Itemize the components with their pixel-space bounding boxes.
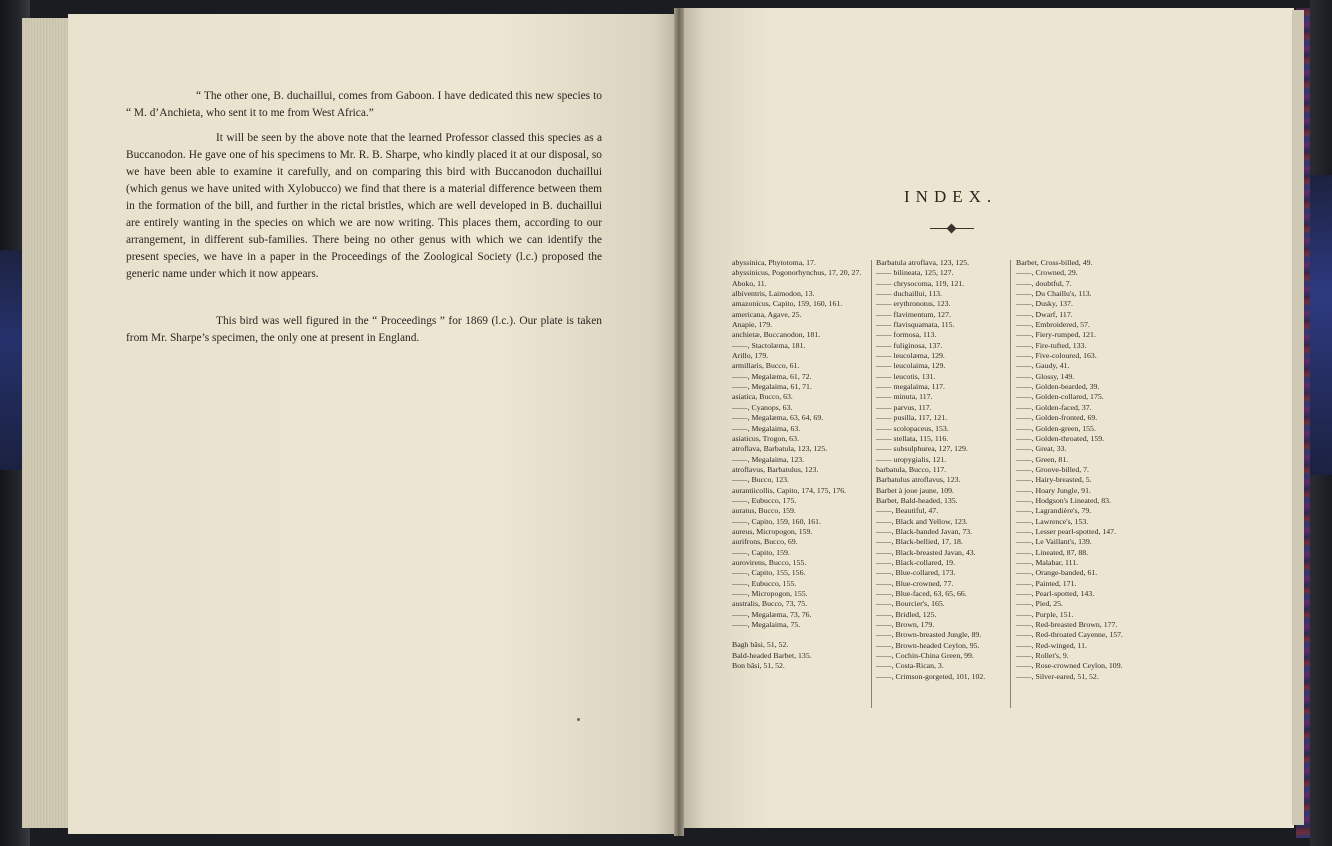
index-entry: aureus, Micropogon, 159. [732, 526, 813, 536]
index-entry: ——, Fiery-rumped, 121. [1016, 330, 1096, 340]
index-entry: ——, Capito, 159, 160, 161. [732, 516, 822, 526]
index-entry: anchietæ, Buccanodon, 181. [732, 330, 821, 340]
index-entry: —— flavimentum, 127. [876, 309, 951, 319]
index-entry: ——, Megalaima, 61, 71. [732, 382, 812, 392]
index-entry: ——, Eubucco, 155. [732, 578, 797, 588]
index-entry: albiventris, Laimodon, 13. [732, 289, 815, 299]
page-edges-right [1292, 10, 1304, 825]
index-entry: ——, Black-collared, 19. [876, 557, 956, 567]
index-entry: —— flavisquamata, 115. [876, 320, 955, 330]
index-entry: ——, Brown-breasted Jungle, 89. [876, 630, 982, 640]
index-entry: —— pusilla, 117, 121. [876, 413, 948, 423]
index-entry: —— chrysocoma, 119, 121. [876, 278, 965, 288]
index-entry: Barbet, Bald-headed, 135. [876, 495, 958, 505]
index-entry: aurovirens, Bucco, 155. [732, 557, 807, 567]
index-entry: Barbet, Cross-billed, 49. [1016, 258, 1093, 267]
paragraph-2: It will be seen by the above note that the learned Professor classed this species as a Buccanodon. He gave one of his specimens to Mr. R. B. Sharpe, who kindly placed it at our disposal, so we have been able to examine it carefully, and on comparing this bird with Buccanodon duchaillui (which genus we have united with Xylobucco) we find that there is a material difference between them in the formation of the bill, and further in the rictal bristles, which are well developed in B. duchaillui are entirely wanting in the species on which we are now writing. This places them, according to our arrangement, in different sub-families. There being no other genus with which we can identify the present species, we have in a paper in the Proceedings of the Zoological Society (l.c.) proposed the generic name under which it now appears. [126, 132, 602, 280]
index-entry: —— parvus, 117. [876, 402, 932, 412]
index-entry: atroflavus, Barbatulus, 123. [732, 464, 819, 474]
index-entry: Aboko, 11. [732, 278, 767, 288]
index-entry: ——, Rollet's, 9. [1016, 651, 1069, 661]
index-entry: ——, Eubucco, 175. [732, 495, 797, 505]
index-entry: ——, Megalaima, 75. [732, 620, 801, 630]
index-entry: Barbet à joue jaune, 109. [876, 485, 954, 495]
book-gutter [674, 8, 684, 836]
index-entry: ——, Rose-crowned Ceylon, 109. [1016, 661, 1123, 671]
index-entry: —— leucolæma, 129. [876, 351, 945, 361]
index-entry: ——, Capito, 155, 156. [732, 568, 806, 578]
index-entry: ——, Groove-billed, 7. [1016, 464, 1089, 474]
index-entry: ——, Megalaima, 123. [732, 454, 805, 464]
index-entry: ——, Blue-faced, 63, 65, 66. [876, 589, 967, 598]
index-entry: ——, Orange-banded, 61. [1016, 568, 1098, 578]
index-entry: ——, Golden-faced, 37. [1016, 402, 1092, 412]
index-entry: ——, Beautiful, 47. [876, 506, 939, 516]
index-entry: ——, Lineated, 87, 88. [1016, 547, 1089, 557]
index-entry: ——, Black-breasted Javan, 43. [876, 547, 976, 557]
index-entry: ——, Golden-green, 155. [1016, 423, 1096, 433]
index-entry: ——, Golden-throated, 159. [1016, 433, 1105, 443]
cover-cloth-right [1310, 175, 1332, 475]
index-entry: ——, Black-bellied, 17, 18. [876, 537, 963, 547]
index-entry: ——, Dusky, 137. [1016, 299, 1073, 309]
index-entry: auratus, Bucco, 159. [732, 506, 796, 516]
index-entry: ——, Megalæma, 61, 72. [732, 371, 812, 381]
index-entry: Barbatulus atroflavus, 123. [876, 475, 961, 485]
index-entry: Bon bâsi, 51, 52. [732, 661, 785, 671]
index-entry: ——, Du Chaillu's, 113. [1016, 289, 1092, 299]
index-title: INDEX. [904, 187, 998, 206]
index-entry: ——, Red-throated Cayenne, 157. [1016, 630, 1123, 640]
index-entry: Bagh bâsi, 51, 52. [732, 640, 789, 650]
index-entry: ——, Green, 81. [1016, 454, 1069, 464]
index-entry: asiatica, Bucco, 63. [732, 392, 793, 402]
index-entry: ——, Pearl-spotted, 143. [1016, 589, 1095, 598]
index-entry: asiaticus, Trogon, 63. [732, 433, 799, 443]
index-entry: ——, Costa-Rican, 3. [876, 661, 944, 671]
column-divider-2 [1010, 260, 1011, 708]
index-entry: atroflava, Barbatula, 123, 125. [732, 444, 828, 454]
index-entry: ——, Brown-headed Ceylon, 95. [876, 640, 980, 650]
index-entry: ——, Great, 33. [1016, 444, 1067, 454]
index-entry: aurifrons, Bucco, 69. [732, 537, 798, 547]
index-entry: ——, Megalaima, 63. [732, 423, 801, 433]
index-entry: —— formosa, 113. [876, 330, 937, 340]
index-entry: ——, Purple, 151. [1016, 609, 1074, 619]
index-entry: ——, Bridled, 125. [876, 609, 937, 619]
index-entry: —— erythronotus, 123. [876, 299, 951, 309]
index-entry: Anapie, 179. [732, 320, 773, 330]
index-entry: ——, Gaudy, 41. [1016, 361, 1070, 371]
index-entry: —— bilineata, 125, 127. [876, 268, 954, 278]
index-entry: ——, Red-winged, 11. [1016, 640, 1087, 650]
index-entry: ——, Megalæma, 73, 76. [732, 609, 812, 619]
index-column-3 [1016, 258, 1146, 682]
index-entry: —— stellata, 115, 116. [876, 433, 949, 443]
index-entry: ——, Dwarf, 117. [1016, 309, 1073, 319]
index-entry: ——, Bourcier's, 165. [876, 599, 945, 609]
index-entry: ——, Capito, 159. [732, 547, 790, 557]
index-gap [732, 630, 866, 640]
index-entry: Arillo, 179. [732, 351, 769, 361]
index-entry: ——, Cyanops, 63. [732, 402, 793, 412]
index-entry: —— fuliginosa, 137. [876, 340, 943, 350]
index-entry: aurantiicollis, Capito, 174, 175, 176. [732, 485, 847, 495]
index-entry: ——, Embroidered, 57. [1016, 320, 1090, 330]
index-entry: ——, Five-coloured, 163. [1016, 351, 1097, 361]
index-entry: Barbatula atroflava, 123, 125. [876, 258, 970, 267]
index-entry: ——, Stactolæma, 181. [732, 340, 806, 350]
paragraph-1: “ The other one, B. duchaillui, comes from Gaboon. I have dedicated this new species to “ M. d’Anchieta, who sent it to me from West Africa.” [126, 90, 602, 119]
index-entry: —— megalaima, 117. [876, 382, 945, 392]
index-entry: ——, Glossy, 149. [1016, 371, 1075, 381]
index-entry: ——, Cochin-China Green, 99. [876, 651, 974, 661]
index-entry: ——, Painted, 171. [1016, 578, 1077, 588]
index-entry: ——, Silver-eared, 51, 52. [1016, 671, 1099, 681]
page-edges-left [22, 18, 70, 828]
index-entry: ——, Blue-collared, 173. [876, 568, 956, 578]
paragraph-3: This bird was well figured in the “ Proceedings ” for 1869 (l.c.). Our plate is taken from Mr. Sharpe’s specimen, the only one at present in England. [126, 315, 602, 344]
index-entry: —— scolopaceus, 153. [876, 423, 949, 433]
index-entry: ——, Le Vaillant's, 139. [1016, 537, 1092, 547]
index-entry: americana, Agave, 25. [732, 309, 802, 319]
page-mark [577, 718, 580, 721]
index-entry: ——, Hodgson's Lineated, 83. [1016, 495, 1111, 505]
index-column-1 [732, 258, 866, 671]
index-entry: —— leucolaima, 129. [876, 361, 946, 371]
index-entry: ——, Lesser pearl-spotted, 147. [1016, 526, 1117, 536]
index-entry: ——, Bucco, 123. [732, 475, 789, 485]
index-entry: ——, Golden-fronted, 69. [1016, 413, 1098, 423]
index-entry: —— subsulphurea, 127, 129. [876, 444, 968, 454]
index-entry: ——, Malabar, 111. [1016, 557, 1079, 567]
index-entry: ——, Hoary Jungle, 91. [1016, 485, 1091, 495]
index-entry: ——, Black and Yellow, 123. [876, 516, 968, 526]
index-entry: —— leucotis, 131. [876, 371, 936, 381]
index-entry: ——, Hairy-breasted, 5. [1016, 475, 1092, 485]
index-entry: —— minuta, 117. [876, 392, 933, 402]
index-entry: ——, Megalæma, 63, 64, 69. [732, 413, 824, 423]
index-entry: ——, Crowned, 29. [1016, 268, 1078, 278]
index-entry: —— uropygialis, 121. [876, 454, 947, 464]
index-entry: ——, Black-banded Javan, 73. [876, 526, 973, 536]
index-entry: ——, doubtful, 7. [1016, 278, 1072, 288]
index-entry: ——, Lagrandière's, 79. [1016, 506, 1092, 516]
index-entry: Bald-headed Barbet, 135. [732, 650, 812, 660]
index-entry: australis, Bucco, 73, 75. [732, 599, 808, 609]
index-entry: ——, Golden-collared, 175. [1016, 392, 1104, 402]
index-entry: —— duchaillui, 113. [876, 289, 942, 299]
index-entry: abyssinica, Phytotoma, 17. [732, 258, 816, 267]
index-entry: ——, Brown, 179. [876, 620, 935, 630]
index-entry: armillaris, Bucco, 61. [732, 361, 800, 371]
index-entry: ——, Lawrence's, 153. [1016, 516, 1089, 526]
index-column-2 [876, 258, 1004, 682]
index-entry: ——, Red-breasted Brown, 177. [1016, 620, 1118, 630]
index-entry: ——, Micropogon, 155. [732, 589, 808, 598]
index-entry: barbatula, Bucco, 117. [876, 464, 947, 474]
index-entry: ——, Pied, 25. [1016, 599, 1063, 609]
index-entry: abyssinicus, Pogonorhynchus, 17, 20, 27. [732, 268, 862, 278]
index-entry: ——, Crimson-gorgeted, 101, 102. [876, 671, 986, 681]
index-entry: ——, Blue-crowned, 77. [876, 578, 954, 588]
column-divider-1 [871, 260, 872, 708]
index-entry: ——, Golden-bearded, 39. [1016, 382, 1100, 392]
index-entry: amazonicus, Capito, 159, 160, 161. [732, 299, 843, 309]
index-entry: ——, Fire-tufted, 133. [1016, 340, 1087, 350]
